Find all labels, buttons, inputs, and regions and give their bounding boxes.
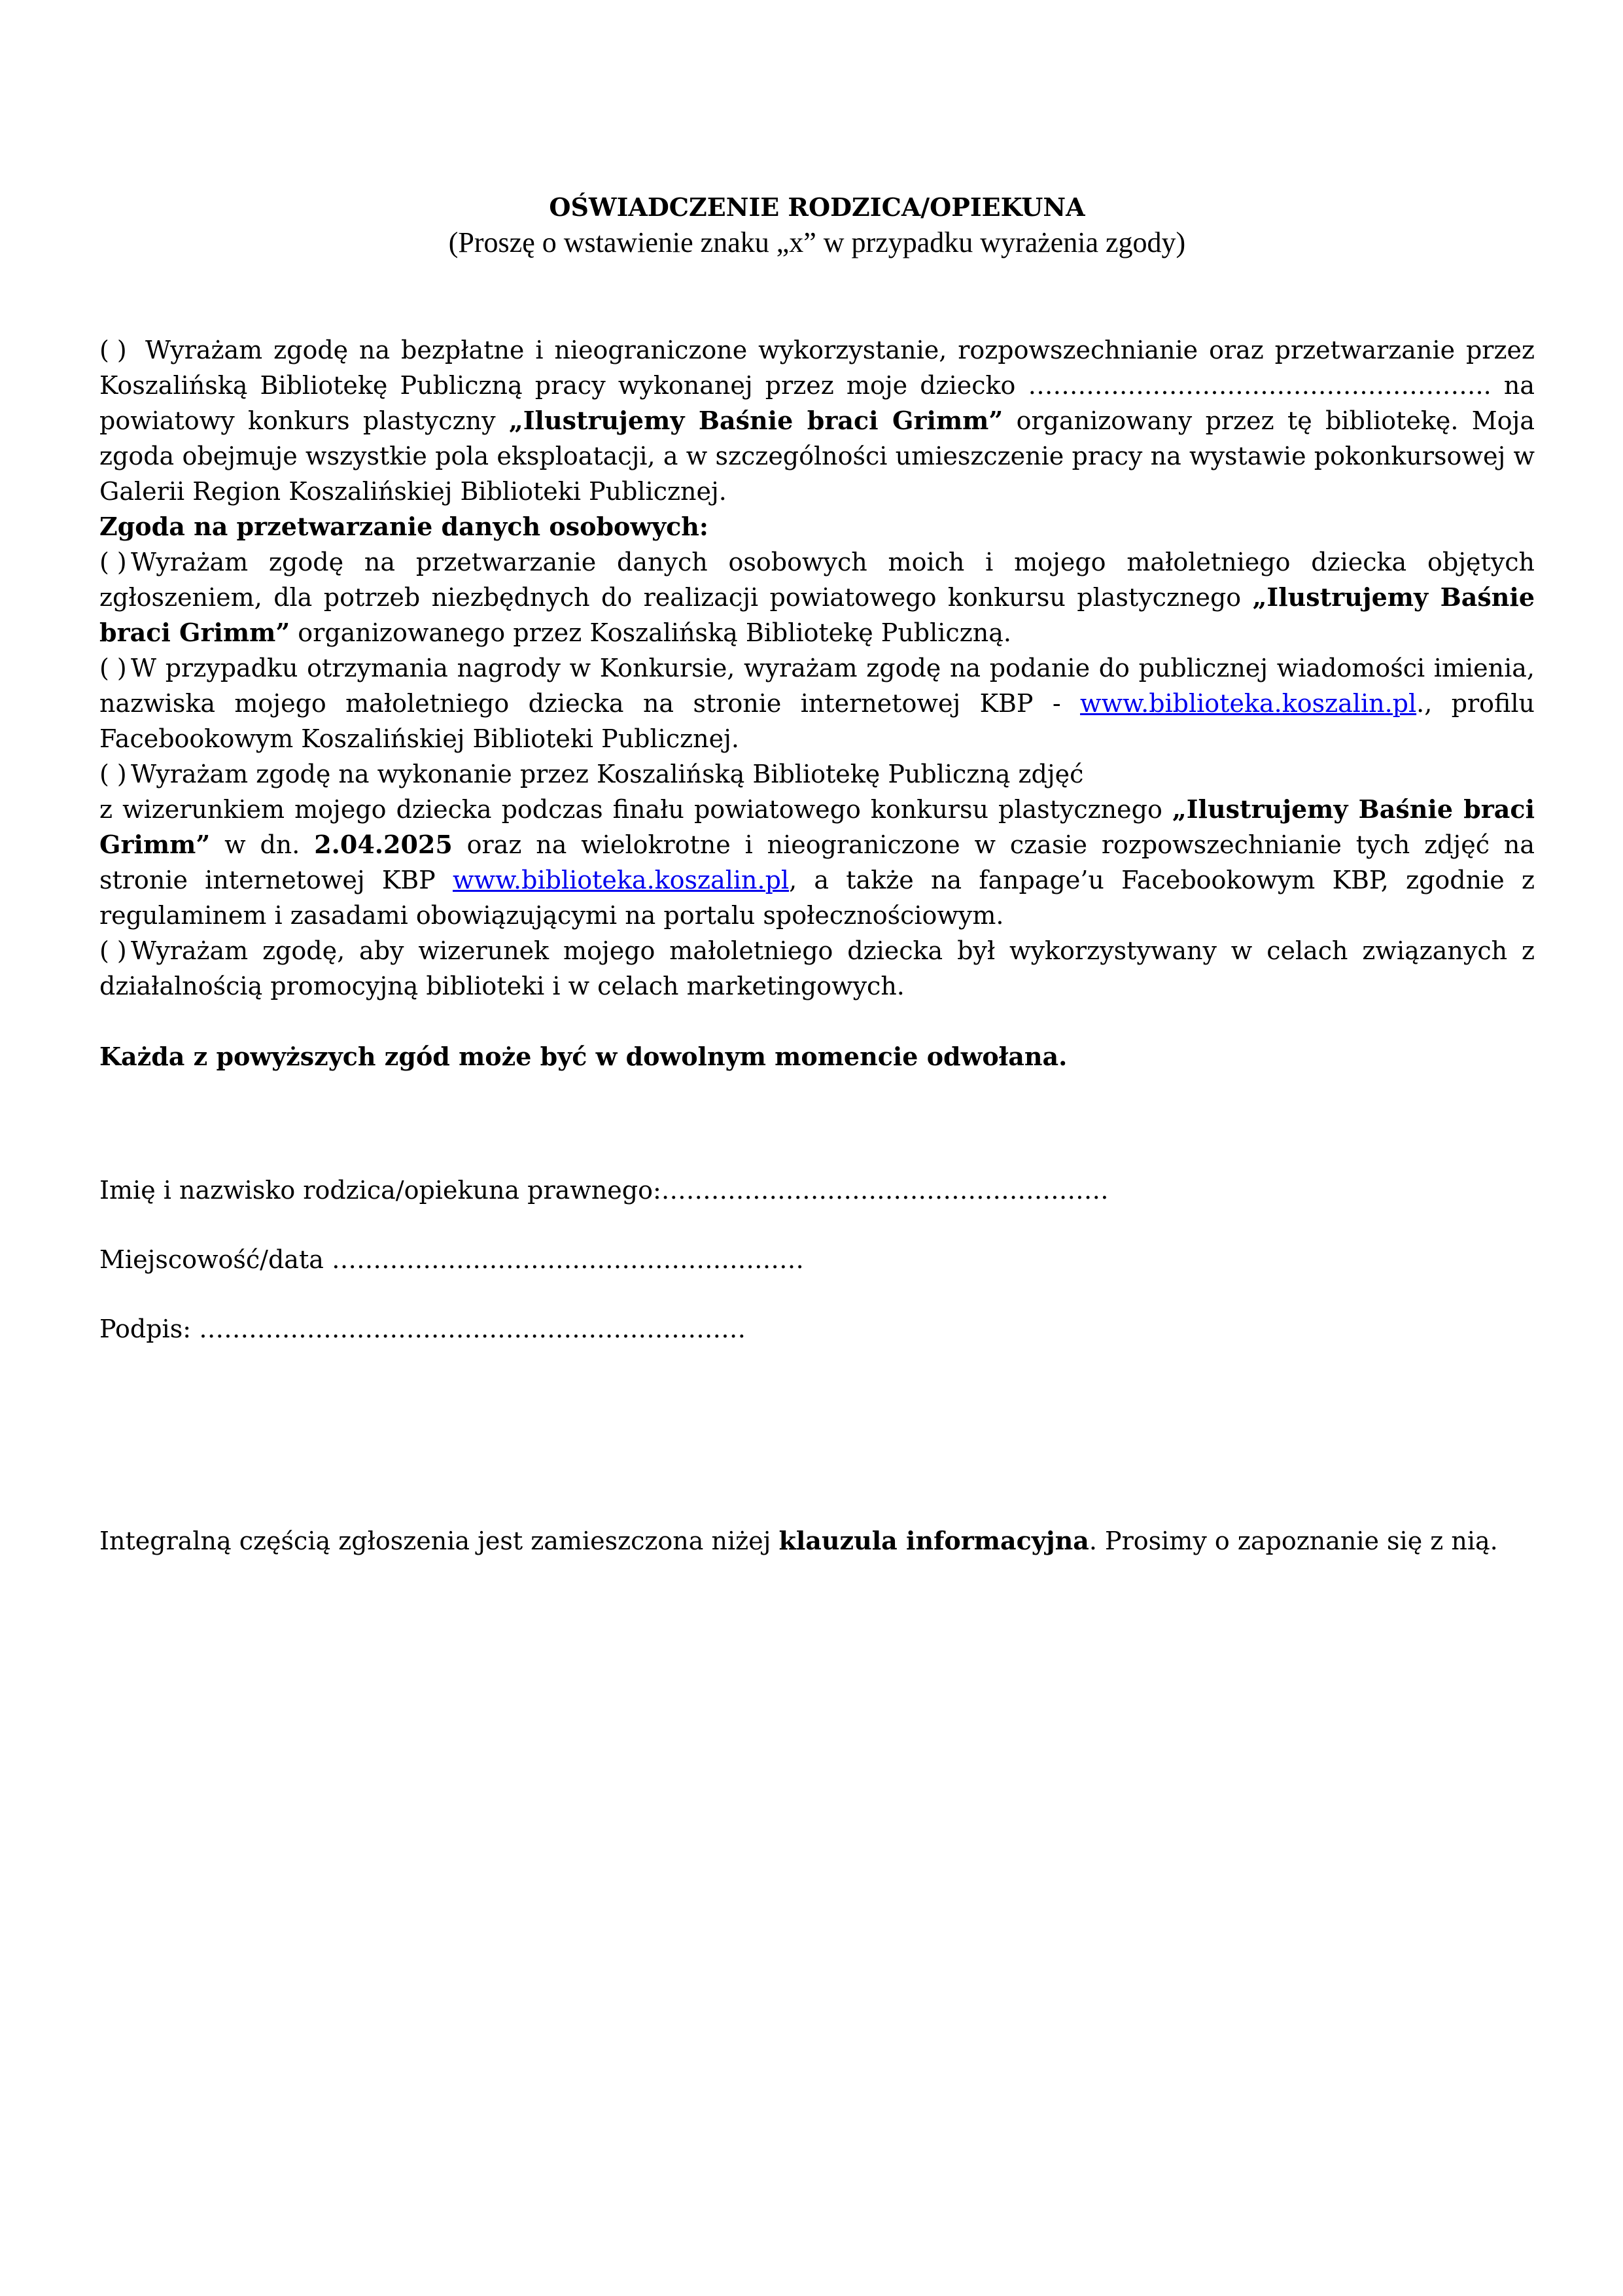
consent-checkbox-2[interactable]: ( ): [99, 548, 127, 576]
signature-field[interactable]: [99, 1311, 1535, 1347]
signature-block: [99, 1173, 1535, 1347]
consent-text: Wyrażam zgodę na wykonanie przez Koszalińską Bibliotekę Publiczną zdjęć: [131, 760, 1084, 788]
footer-text: Integralną częścią zgłoszenia jest zamieszczona niżej: [99, 1527, 779, 1555]
consent-checkbox-5[interactable]: ( ): [99, 936, 127, 965]
signature-blank[interactable]: …………………………………………………………: [199, 1315, 746, 1343]
consent-item-5: [99, 933, 1535, 1004]
final-date: 2.04.2025: [314, 830, 453, 859]
signature-label: Podpis:: [99, 1315, 200, 1343]
library-website-link[interactable]: www.biblioteka.koszalin.pl: [452, 866, 790, 894]
form-title: OŚWIADCZENIE RODZICA/OPIEKUNA: [549, 192, 1085, 222]
consent-text: , a także na fanpage’u Facebookowym KBP, zgodnie z regulaminem i zasadami obowiązującymi na portalu społecznościowym.: [99, 866, 1535, 930]
consent-text: w dn.: [210, 830, 315, 859]
consent-item-3: [99, 650, 1535, 756]
consent-text: ., profilu Facebookowym Koszalińskiej Biblioteki Publicznej.: [99, 689, 1535, 753]
parent-name-field[interactable]: [99, 1173, 1535, 1208]
form-subtitle: (Proszę o wstawienie znaku „x” w przypadku wyrażenia zgody): [448, 226, 1186, 258]
consent-checkbox-1[interactable]: ( ): [99, 336, 127, 364]
library-website-link[interactable]: www.biblioteka.koszalin.pl: [1080, 689, 1417, 718]
consent-text: Wyrażam zgodę na przetwarzanie danych osobowych moich i mojego małoletniego dziecka objętych zgłoszeniem, dla potrzeb niezbędnych do realizacji powiatowego konkursu plastycznego: [99, 548, 1535, 612]
section-heading-text: Zgoda na przetwarzanie danych osobowych:: [99, 512, 708, 541]
footer-text: . Prosimy o zapoznanie się z nią.: [1089, 1527, 1498, 1555]
consent-checkbox-3[interactable]: ( ): [99, 654, 127, 682]
footer-note: [99, 1523, 1535, 1559]
place-date-blank[interactable]: …………………………………………………: [331, 1245, 804, 1274]
parent-name-blank[interactable]: ………………………………………………: [661, 1176, 1109, 1205]
contest-name: „Ilustrujemy Baśnie braci Grimm”: [508, 406, 1003, 435]
parent-name-label: Imię i nazwisko rodzica/opiekuna prawnego:: [99, 1176, 661, 1205]
consent-text: organizowanego przez Koszalińską Bibliotekę Publiczną.: [290, 618, 1011, 647]
contest-name: „Ilustrujemy Baśnie braci Grimm”: [99, 794, 1535, 859]
revocation-note-text: Każda z powyższych zgód może być w dowolnym momencie odwołana.: [99, 1042, 1068, 1071]
section-heading: [99, 509, 1535, 544]
place-date-label: Miejscowość/data: [99, 1245, 332, 1274]
contest-name: „Ilustrujemy Baśnie braci Grimm”: [99, 582, 1535, 647]
consent-text: Wyrażam zgodę, aby wizerunek mojego małoletniego dziecka był wykorzystywany w celach związanych z działalnością promocyjną biblioteki i w celach marketingowych.: [99, 936, 1535, 1000]
consent-item-4: [99, 792, 1535, 933]
revocation-note: [99, 1039, 1535, 1074]
information-clause: klauzula informacyjna: [778, 1526, 1089, 1555]
consent-text: W przypadku otrzymania nagrody w Konkursie, wyrażam zgodę na podanie do publicznej wiadomości imienia, nazwiska mojego małoletniego dziecka na stronie internetowej KBP -: [99, 654, 1535, 718]
consent-text: Wyrażam zgodę na bezpłatne i nieograniczone wykorzystanie, rozpowszechnianie oraz przetwarzanie przez Koszalińską Bibliotekę Publiczną pracy wykonanej przez moje dziecko ……………………………………………….. na powiatowy konkurs plastyczny: [99, 336, 1535, 435]
consent-item-2: [99, 544, 1535, 650]
consent-checkbox-4[interactable]: ( ): [99, 760, 127, 788]
consent-item-1: [99, 332, 1535, 509]
consent-item-4-line1: [99, 756, 1535, 792]
consent-text: z wizerunkiem mojego dziecka podczas finału powiatowego konkursu plastycznego: [99, 795, 1172, 824]
consent-text: oraz na wielokrotne i nieograniczone w czasie rozpowszechnianie tych zdjęć na stronie internetowej KBP: [99, 830, 1535, 894]
consent-form: [99, 190, 1535, 1559]
place-date-field[interactable]: [99, 1242, 1535, 1277]
consent-text: organizowany przez tę bibliotekę. Moja zgoda obejmuje wszystkie pola eksploatacji, a w szczególności umieszczenie pracy na wystawie pokonkursowej w Galerii Region Koszalińskiej Biblioteki Publicznej.: [99, 406, 1535, 506]
